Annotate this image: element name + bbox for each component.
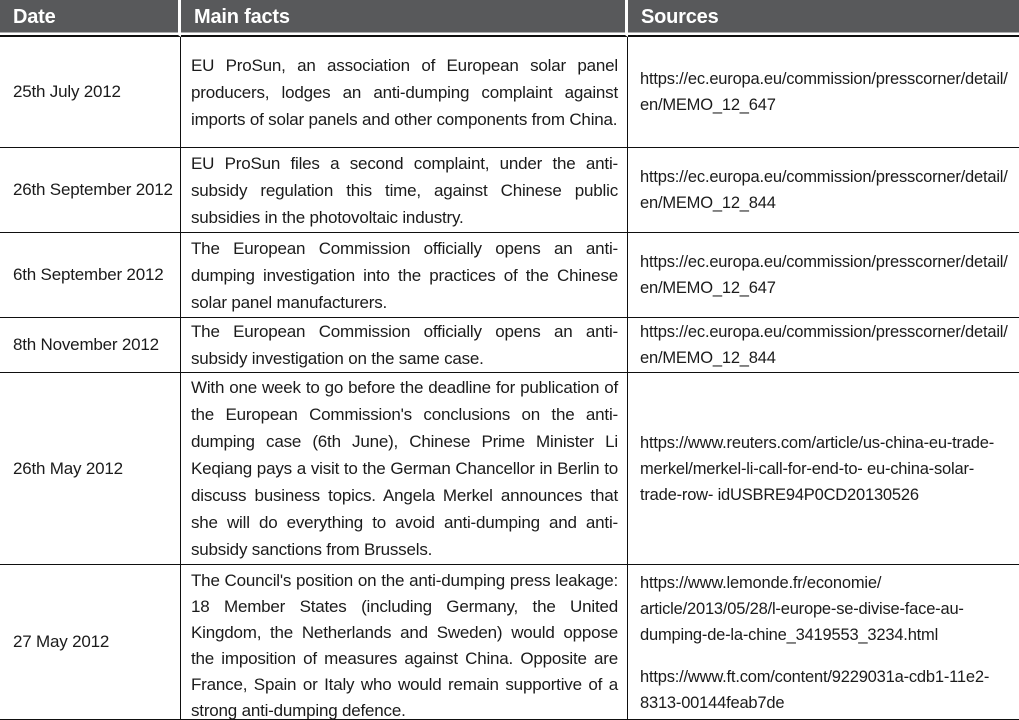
facts-cell	[181, 37, 628, 148]
facts-cell	[181, 318, 628, 373]
facts-cell	[181, 565, 628, 720]
column-header-main-facts: Main facts	[181, 0, 628, 37]
column-header-date: Date	[0, 0, 181, 37]
source-url[interactable]: https://ec.europa.eu/commission/presscorner/detail/en/MEMO_12_647	[640, 70, 1008, 114]
facts-text: The Council's position on the anti-dumping press leakage: 18 Member States (including Germany, the United Kingdom, the Netherlands and Sweden) would oppose the imposition of measures against China. Opposite are France, Spain or Italy who would remain supportive of a strong anti-dumping defence.	[191, 571, 618, 720]
source-url[interactable]: https://ec.europa.eu/commission/presscorner/detail/en/MEMO_12_844	[640, 168, 1008, 212]
sources-cell	[628, 148, 1019, 233]
source-url[interactable]: https://www.reuters.com/article/us-china-eu-trade-merkel/merkel-li-call-for-end-to- eu-china-solar-trade-row- idUSBRE94P0CD20130526	[640, 433, 995, 504]
facts-text: The European Commission officially opens an anti-subsidy investigation on the same case.	[191, 322, 618, 368]
facts-text: EU ProSun, an association of European solar panel producers, lodges an anti-dumping complaint against imports of solar panels and other components from China.	[191, 55, 618, 129]
facts-text: With one week to go before the deadline for publication of the European Commission's conclusions on the anti-dumping case (6th June), Chinese Prime Minister Li Keqiang pays a visit to the German Chancellor in Berlin to discuss business topics. Angela Merkel announces that she will do everything to avoid anti-dumping and anti-subsidy sanctions from Brussels.	[191, 378, 618, 559]
facts-cell	[181, 148, 628, 233]
source-url[interactable]: https://ec.europa.eu/commission/presscorner/detail/en/MEMO_12_844	[640, 323, 1008, 367]
source-url[interactable]: https://www.lemonde.fr/economie/ article/2013/05/28/l-europe-se-divise-face-au-dumping-de-la-chine_3419553_3234.html	[640, 574, 964, 644]
source-url[interactable]: https://ec.europa.eu/commission/presscorner/detail/en/MEMO_12_647	[640, 253, 1008, 297]
date-cell: 26th May 2012	[0, 373, 181, 565]
date-cell: 27 May 2012	[0, 565, 181, 720]
date-cell: 25th July 2012	[0, 37, 181, 148]
facts-text: EU ProSun files a second complaint, under the anti-subsidy regulation this time, against Chinese public subsidies in the photovoltaic industry.	[191, 153, 618, 227]
sources-cell	[628, 318, 1019, 373]
date-cell: 26th September 2012	[0, 148, 181, 233]
source-url[interactable]: https://www.ft.com/content/9229031a-cdb1-11e2-8313-00144feab7de	[640, 668, 990, 712]
sources-cell	[628, 233, 1019, 318]
date-cell: 8th November 2012	[0, 318, 181, 373]
date-cell: 6th September 2012	[0, 233, 181, 318]
sources-cell	[628, 565, 1019, 720]
facts-cell	[181, 233, 628, 318]
column-header-sources: Sources	[628, 0, 1019, 37]
facts-text: The European Commission officially opens an anti-dumping investigation into the practices of the Chinese solar panel manufacturers.	[191, 238, 618, 312]
facts-cell	[181, 373, 628, 565]
sources-cell	[628, 37, 1019, 148]
sources-cell	[628, 373, 1019, 565]
